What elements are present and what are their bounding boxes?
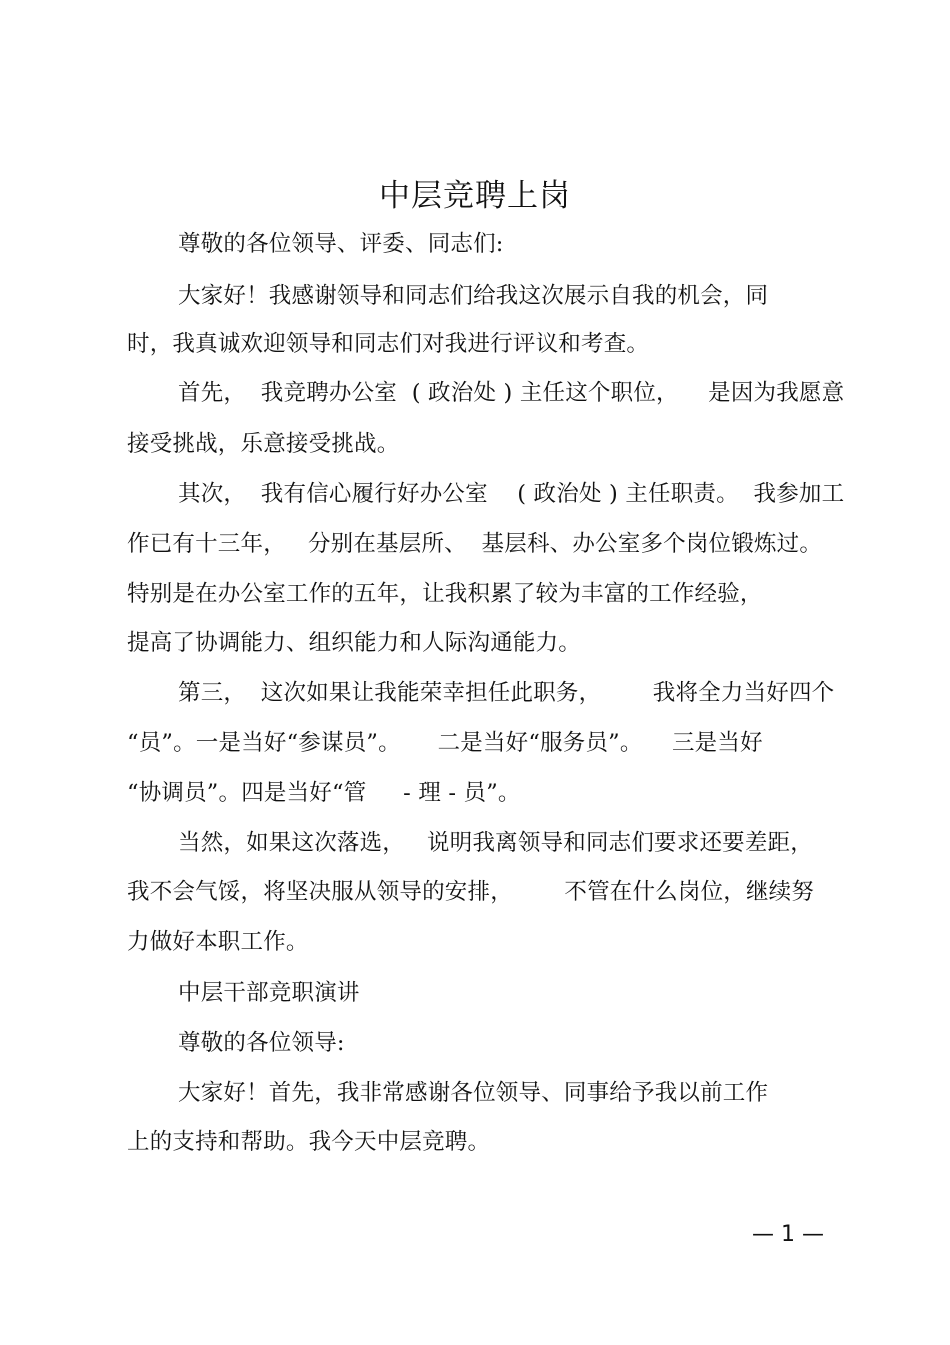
text-line: 提高了协调能力、组织能力和人际沟通能力。 (127, 630, 582, 656)
page-number: — 1 — (752, 1222, 824, 1247)
text-line: 第三， 这次如果让我能荣幸担任此职务， 我将全力当好四个 (178, 680, 835, 706)
text-line: “员”。一是当好“参谋员”。 二是当好“服务员”。 三是当好 (127, 730, 763, 756)
section-heading: 中层干部竞职演讲 (178, 980, 360, 1006)
text-line: 大家好！我感谢领导和同志们给我这次展示自我的机会，同 (178, 283, 769, 309)
text-line: 尊敬的各位领导、评委、同志们: (178, 231, 504, 257)
document-title: 中层竞聘上岗 (379, 178, 571, 214)
text-line: 首先， 我竞聘办公室 ( 政治处 ) 主任这个职位， 是因为我愿意 (178, 380, 845, 406)
text-line: 时，我真诚欢迎领导和同志们对我进行评议和考查。 (127, 331, 650, 357)
text-line: 接受挑战，乐意接受挑战。 (127, 431, 400, 457)
text-line: 作已有十三年， 分别在基层所、 基层科、办公室多个岗位锻炼过。 (127, 531, 823, 557)
text-line: 力做好本职工作。 (127, 929, 309, 955)
text-line: 特别是在办公室工作的五年，让我积累了较为丰富的工作经验， (127, 581, 763, 607)
text-line: 其次， 我有信心履行好办公室 ( 政治处 ) 主任职责。 我参加工 (178, 481, 845, 507)
text-line: 上的支持和帮助。我今天中层竞聘。 (127, 1129, 491, 1155)
text-line: 我不会气馁，将坚决服从领导的安排， 不管在什么岗位，继续努 (127, 879, 815, 905)
text-line: 当然，如果这次落选， 说明我离领导和同志们要求还要差距， (178, 830, 813, 856)
text-line: “协调员”。四是当好“管 - 理 - 员”。 (127, 780, 521, 806)
text-line: 大家好！首先，我非常感谢各位领导、同事给予我以前工作 (178, 1080, 769, 1106)
text-line: 尊敬的各位领导: (178, 1030, 345, 1056)
